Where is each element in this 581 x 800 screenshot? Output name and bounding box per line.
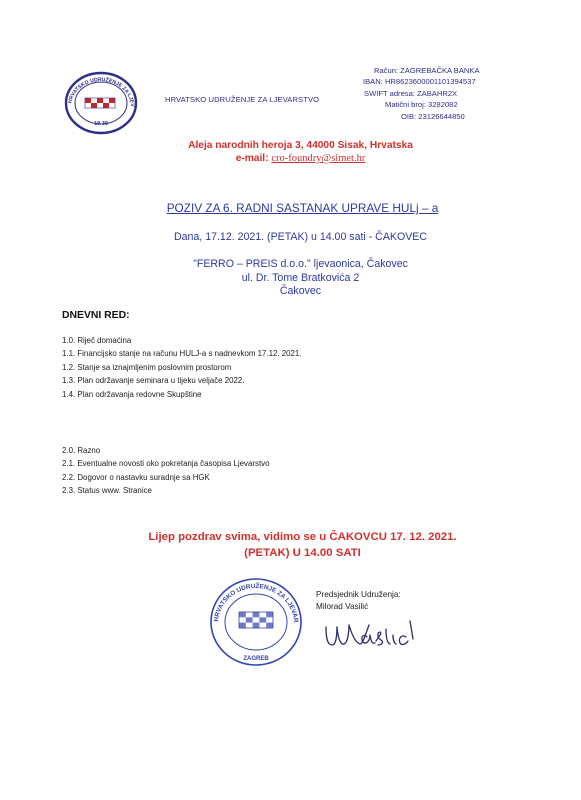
svg-text:HRVATSKO UDRUŽENJE ZA LJEVARST: HRVATSKO UDRUŽENJE ZA LJEV: [67, 76, 136, 107]
official-stamp: [206, 574, 306, 670]
iban-line: IBAN: HR8623600001101394537: [363, 77, 476, 87]
venue-company: "FERRO – PREIS d.o.o." ljevaonica, Čakovec: [193, 258, 408, 270]
agenda-item: 1.3. Plan održavanje seminara u tijeku veljače 2022.: [62, 376, 245, 386]
svg-text:ZAGREB: ZAGREB: [243, 656, 269, 662]
agenda-section-1: [62, 334, 302, 401]
agenda-item: 1.0. Riječ domaćina: [62, 336, 132, 345]
svg-text:HRVATSKO UDRUŽENJE ZA LJEVARST: HRVATSKO UDRUŽENJE ZA LJEVAR: [213, 582, 300, 623]
bank-info: [356, 65, 546, 122]
meeting-venue: [0, 258, 581, 299]
agenda-item: 2.3. Status www. Stranice: [62, 486, 152, 496]
agenda-item: 2.2. Dogovor o nastavku suradnje sa HGK: [62, 472, 210, 482]
agenda-item: 1.1. Financijsko stanje na računu HULJ-a s nadnevkom 17.12. 2021.: [62, 349, 302, 359]
org-name: HRVATSKO UDRUŽENJE ZA LJEVARSTVO: [165, 95, 320, 104]
president-role: Predsjednik Udruženja:: [316, 590, 401, 599]
bank-line: Račun: ZAGREBAČKA BANKA: [374, 66, 480, 75]
meeting-title: POZIV ZA 6. RADNI SASTANAK UPRAVE HULj – a: [166, 201, 439, 215]
registration-number-line: Matični broj: 3282082: [385, 100, 458, 110]
president-block: [316, 589, 401, 614]
agenda-item: 2.0. Razno: [62, 446, 101, 455]
agenda-heading: DNEVNI RED:: [62, 310, 130, 321]
closing-line-2: (PETAK) U 14.00 SATI: [244, 547, 361, 559]
meeting-date: Dana, 17.12. 2021. (PETAK) u 14.00 sati - ČAKOVEC: [173, 231, 427, 243]
closing-line-1: Lijep pozdrav svima, vidimo se u ČAKOVCU 17. 12. 2021.: [148, 531, 457, 543]
agenda-item: 1.2. Stanje sa iznajmljenim poslovnim prostorom: [62, 362, 232, 372]
email-link[interactable]: cro-foundry@simet.hr: [271, 153, 366, 164]
venue-street: ul. Dr. Tome Bratkovića 2: [241, 271, 360, 284]
closing-message: [0, 529, 581, 561]
agenda-section-2: [62, 444, 269, 498]
postal-address: Aleja narodnih heroja 3, 44000 Sisak, Hrvatska: [188, 140, 413, 151]
venue-city: Čakovec: [279, 285, 322, 297]
agenda-item: 2.1. Eventualne novosti oko pokretanja časopisa Ljevarstvo: [62, 459, 270, 469]
svg-text:19 39: 19 39: [94, 121, 108, 127]
swift-line: SWIFT adresa: ZABAHR2X: [364, 88, 458, 98]
president-name: Milorad Vasilić: [316, 602, 369, 612]
association-logo: [62, 70, 140, 136]
email-label: e-mail:: [235, 153, 269, 164]
agenda-item: 1.4. Plan održavanja redovne Skupštine: [62, 389, 202, 399]
oib-line: OIB: 23126644850: [401, 111, 465, 121]
email-line: [0, 152, 581, 165]
handwritten-signature: [320, 613, 430, 655]
